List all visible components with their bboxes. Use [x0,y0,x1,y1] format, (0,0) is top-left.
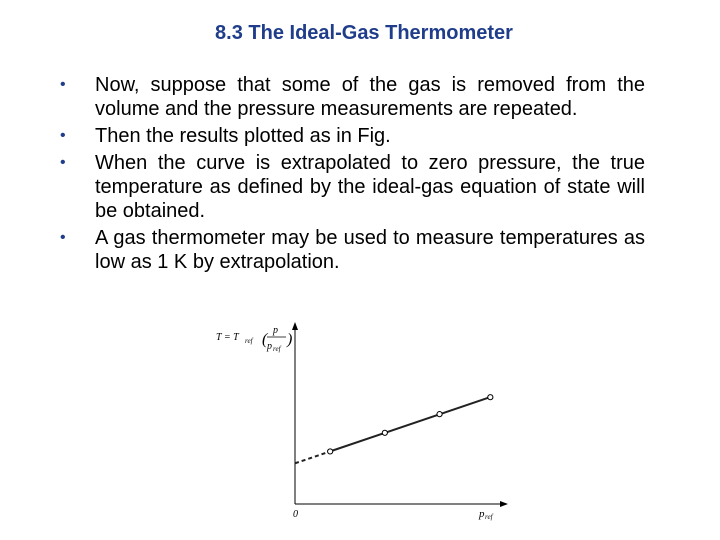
bullet-marker: • [60,127,66,144]
y-label-lhs: T = T [216,332,239,343]
fit-line [330,397,490,451]
data-point [488,395,493,400]
origin-label: 0 [293,509,298,520]
x-axis-label-ref: ref [485,513,493,521]
thermometer-figure [212,318,512,523]
data-point [328,449,333,454]
bullet-text: A gas thermometer may be used to measure temperatures as low as 1 K by extrapolation. [95,227,645,273]
y-axis-arrow [292,322,298,330]
paren-left: ( [262,331,268,348]
extrapolation-line [295,451,330,463]
bullet-list [60,73,645,277]
x-axis-label: p [479,508,485,520]
data-point [437,412,442,417]
y-label-den-ref: ref [273,345,281,353]
bullet-text: Now, suppose that some of the gas is removed from the volume and the pressure measurements are repeated. [95,74,645,120]
bullet-marker: • [60,154,66,171]
y-label-denominator: p [267,341,272,352]
bullet-item [60,151,645,223]
y-label-ref: ref [245,337,253,345]
paren-right: ) [287,331,293,348]
slide-title: 8.3 The Ideal-Gas Thermometer [215,22,513,44]
x-axis-arrow [500,501,508,507]
plot-area [295,395,493,464]
bullet-text: Then the results plotted as in Fig. [95,125,391,147]
bullet-item [60,124,645,148]
bullet-marker: • [60,229,66,246]
data-point [382,430,387,435]
bullet-item [60,73,645,121]
bullet-marker: • [60,76,66,93]
y-label-numerator: p [273,325,278,336]
bullet-text: When the curve is extrapolated to zero pressure, the true temperature as defined by the ideal-gas equation of state will be obtained. [95,152,645,222]
bullet-item [60,226,645,274]
